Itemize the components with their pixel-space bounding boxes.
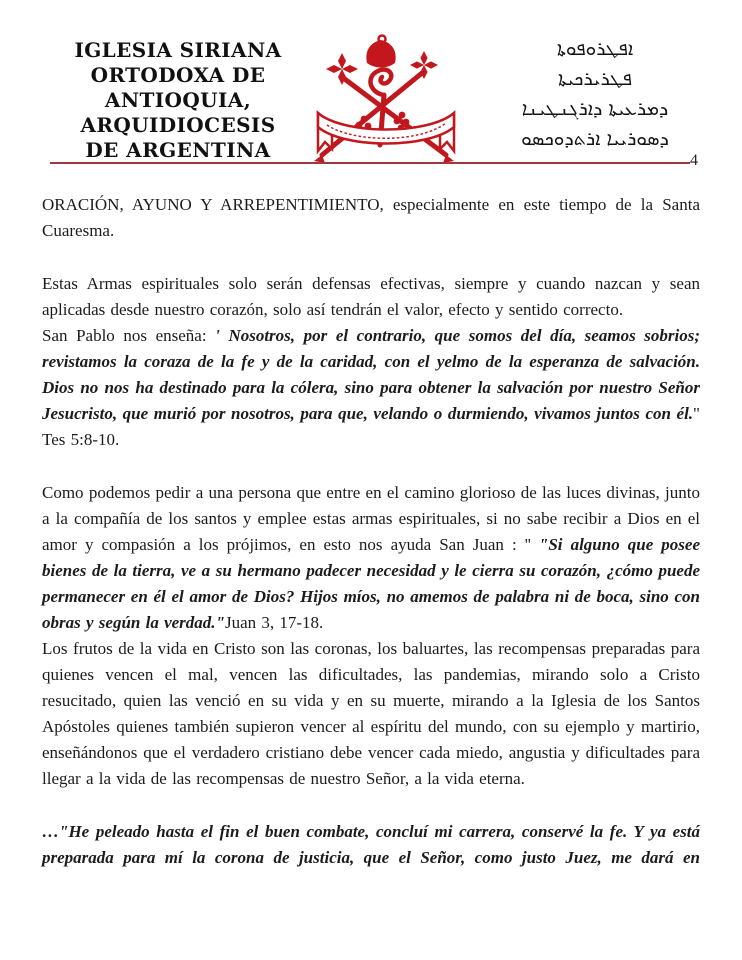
syriac-line: ܕܡܪܥܝܬܐ ܕܐܪܓܢܛܝܢܐ (521, 98, 669, 120)
text-segment: ORACIÓN, AYUNO Y ARREPENTIMIENTO, especialmente en este tiempo de la Santa Cuaresma. (42, 195, 700, 240)
cross-flory-left-icon (326, 53, 358, 85)
text-segment: "Si alguno que posee bienes de la tierra, ve a su hermano padecer necesidad y le cierra su corazón, ¿cómo puede permanecer en él el amor de Dios? Hijos míos, no amemos de palabra ni de boca, sino con obras y según la verdad." (42, 535, 700, 632)
text-segment: ' Nosotros, por el contrario, que somos del día, seamos sobrios; revistamos la coraza de la fe y de la caridad, con el yelmo de la esperanza de salvación. Dios no nos ha destinado para la cólera, sino para obtener la salvación por nuestro Señor Jesucristo, que murió por nosotros, para que, velando o durmiendo, vivamos juntos con él. (42, 326, 700, 423)
title-line: ORTODOXA DE (90, 63, 266, 87)
title-line: DE ARGENTINA (85, 138, 271, 162)
paragraph (42, 636, 700, 792)
text-segment: " Tes 5:8-10. (42, 404, 700, 449)
syriac-title-block (460, 34, 730, 154)
paragraph (42, 323, 700, 453)
syriac-line: ܐܦܛܪܘܦܘܬܐ (556, 38, 634, 60)
text-segment: Como podemos pedir a una persona que entre en el camino glorioso de las luces divinas, junto a la compañía de los santos y emplee estas armas espirituales, si no sabe recibir a Dios en el amor y compasión a los prójimos, en esto nos ayuda San Juan : '' (42, 483, 700, 554)
header-divider-rule (50, 162, 690, 164)
page-number: 4 (690, 152, 698, 169)
title-line: IGLESIA SIRIANA (74, 38, 282, 62)
text-segment: Estas Armas espirituales solo serán defensas efectivas, siempre y cuando nazcan y sean aplicadas desde nuestro corazón, solo así tendrán el valor, efecto y sentido correcto. (42, 274, 700, 319)
title-line: ARQUIDIOCESIS (80, 113, 276, 137)
title-line: ANTIOQUIA, (104, 88, 252, 112)
syriac-line: ܦܛܪܝܪܟܝܬܐ (557, 68, 633, 90)
paragraph (42, 819, 700, 871)
document-body (42, 192, 700, 871)
syriac-line: ܕܣܘܪܝܝܐ ܐܪܬܕܘܟܣܘ (521, 128, 669, 150)
paragraph (42, 192, 700, 244)
paragraph (42, 480, 700, 636)
text-segment: Los frutos de la vida en Cristo son las coronas, los baluartes, las recompensas preparadas para quienes vencen el mal, vencen las dificultades, las pandemias, mirando solo a Cristo resucitado, quien las venció en su vida y en su muerte, mirando a la Iglesia de los Santos Apóstoles quienes también supieron vencer al espíritu del mundo, con su ejemplo y martirio, enseñándonos que el verdadero cristiano debe vencer cada miedo, angustia y dificultades para llegar a la vida de las recompensas de nuestro Señor, a la vida eterna. (42, 639, 700, 788)
text-segment: Juan 3, 17-18. (224, 613, 324, 632)
text-segment: …"He peleado hasta el fin el buen combate, concluí mi carrera, conservé la fe. Y ya está preparada para mí la corona de justicia, que el Señor, como justo Juez, me dará en (42, 822, 700, 867)
syriac-orthodox-crest-logo (312, 33, 462, 165)
mitre-icon (366, 36, 395, 68)
cross-flory-right-icon (410, 51, 438, 79)
paragraph (42, 271, 700, 323)
page-title-block (58, 38, 298, 163)
text-segment: San Pablo nos enseña: (42, 326, 216, 345)
